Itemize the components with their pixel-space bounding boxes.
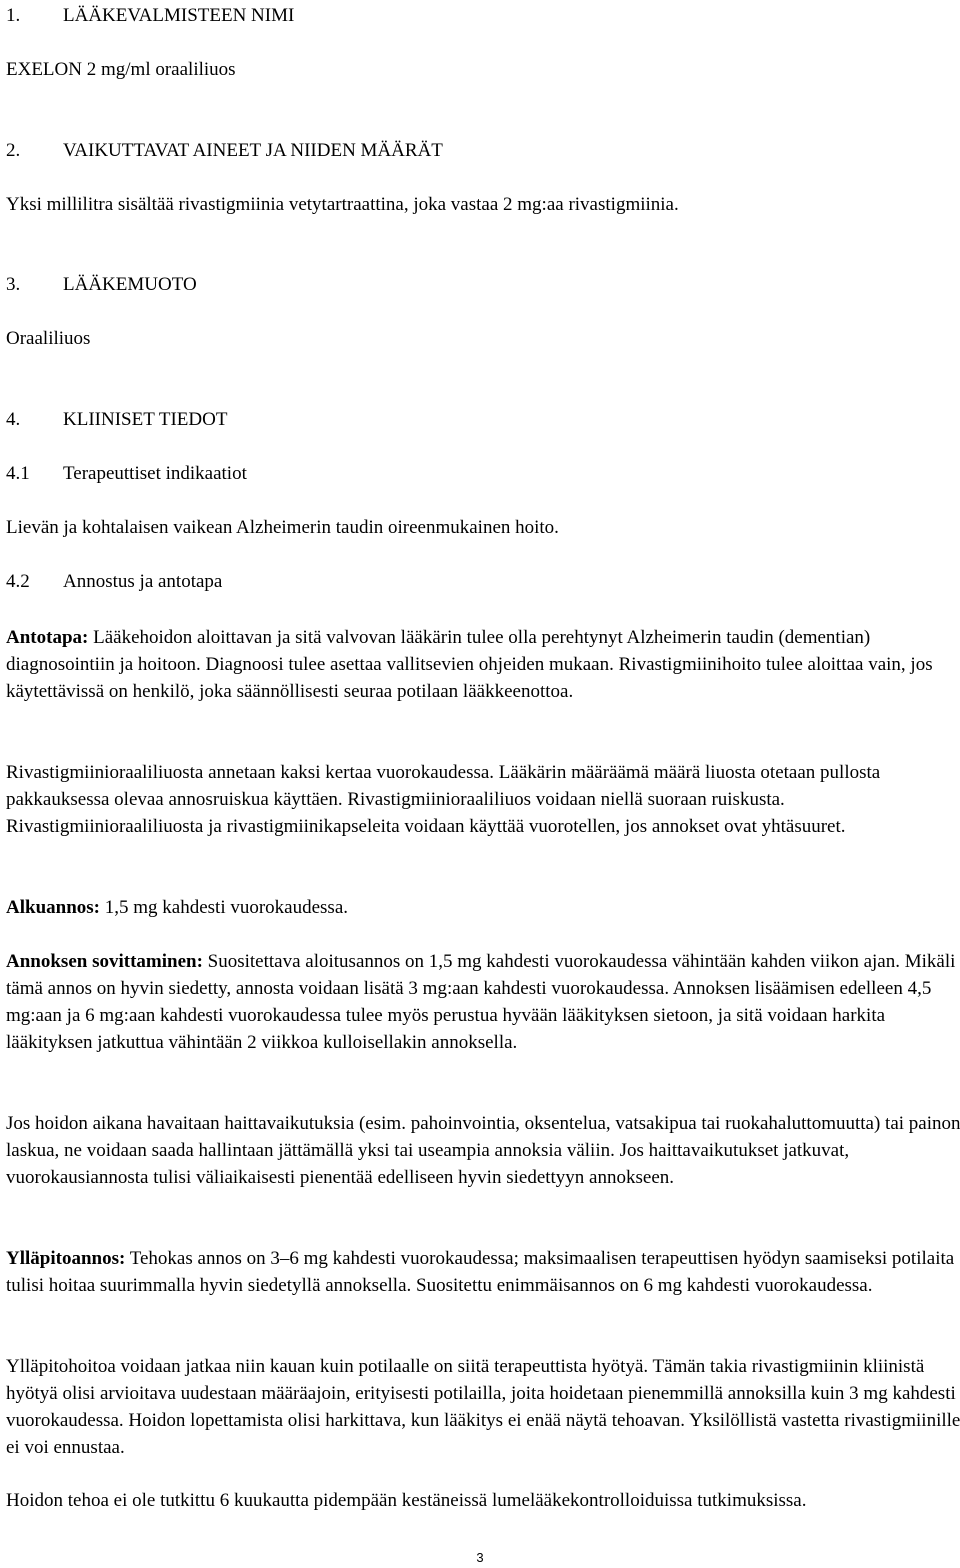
paragraph-adverse-effects — [6, 1110, 960, 1191]
section-number: 4.1 — [6, 463, 30, 484]
section-4-heading — [6, 408, 227, 432]
section-title: Terapeuttiset indikaatiot — [63, 463, 247, 484]
section-title: Annostus ja antotapa — [63, 571, 223, 592]
paragraph-antotapa — [6, 624, 960, 705]
page-number: 3 — [476, 1550, 484, 1565]
paragraph-maintenance — [6, 1353, 960, 1461]
section-title: LÄÄKEVALMISTEEN NIMI — [63, 5, 295, 26]
section-title: LÄÄKEMUOTO — [63, 274, 197, 295]
section-number: 1. — [6, 5, 21, 26]
paragraph-text: Rivastigmiinioraaliliuosta annetaan kaksi kertaa vuorokaudessa. Lääkärin määräämä määrä liuosta otetaan pullosta pakkauksessa olevaa annosruiskua käyttäen. Rivastigmiinioraaliliuos voidaan niellä suoraan ruiskusta. Rivastigmiinioraaliliuosta ja rivastigmiinikapseleita voidaan käyttää vuorotellen, jos annokset ovat yhtäsuuret. — [6, 762, 881, 837]
paragraph-text: Lääkehoidon aloittavan ja sitä valvovan lääkärin tulee olla perehtynyt Alzheimerin taudin (dementian) diagnosointiin ja hoitoon. Diagnoosi tulee asettaa vallitsevien ohjeiden mukaan. Rivastigmiinihoito tulee aloittaa vain, jos käytettävissä on henkilö, joka säännöllisesti seuraa potilaan lääkkeenottoa. — [6, 627, 933, 702]
paragraph-sovittaminen — [6, 948, 960, 1056]
section-number: 4. — [6, 409, 21, 430]
section-2-heading — [6, 139, 443, 163]
section-4-1-heading — [6, 462, 247, 486]
composition-text: Yksi millilitra sisältää rivastigmiinia vetytartraattina, joka vastaa 2 mg:aa rivastigmiinia. — [6, 194, 679, 215]
paragraph-yllapito — [6, 1245, 960, 1299]
section-4-2-heading — [6, 570, 222, 594]
section-title: VAIKUTTAVAT AINEET JA NIIDEN MÄÄRÄT — [63, 140, 443, 161]
section-3-heading — [6, 273, 197, 297]
paragraph-text: 1,5 mg kahdesti vuorokaudessa. — [100, 897, 349, 918]
paragraph-text: Ylläpitohoitoa voidaan jatkaa niin kauan kuin potilaalle on siitä terapeuttista hyötyä. Tämän takia rivastigmiinin kliinistä hyötyä olisi arvioitava uudestaan määräajoin, erityisesti potilailla, joita hoidetaan pienemmillä annoksilla kuin 3 mg kahdesti vuorokaudessa. Hoidon lopettamista olisi harkittava, kun lääkitys ei enää näytä tehoavan. Yksilöllistä vastetta rivastigmiinille ei voi ennustaa. — [6, 1356, 960, 1458]
paragraph-alkuannos — [6, 894, 960, 921]
paragraph-text: Hoidon tehoa ei ole tutkittu 6 kuukautta pidempään kestäneissä lumelääkekontrolloiduissa tutkimuksissa. — [6, 1490, 807, 1511]
section-title: KLIINISET TIEDOT — [63, 409, 228, 430]
pharmaceutical-form: Oraaliliuos — [6, 328, 91, 349]
paragraph-label: Ylläpitoannos: — [6, 1248, 126, 1269]
indication-text: Lievän ja kohtalaisen vaikean Alzheimerin taudin oireenmukainen hoito. — [6, 517, 559, 538]
section-number: 2. — [6, 140, 21, 161]
paragraph-label: Annoksen sovittaminen: — [6, 951, 203, 972]
paragraph-label: Alkuannos: — [6, 897, 100, 918]
paragraph-text: Jos hoidon aikana havaitaan haittavaikutuksia (esim. pahoinvointia, oksentelua, vatsakipua tai ruokahaluttomuutta) tai painon laskua, ne voidaan saada hallintaan jättämällä yksi tai useampia annoksia väliin. Jos haittavaikutukset jatkuvat, vuorokausiannosta tulisi väliaikaisesti pienentää edelliseen hyvin siedettyyn annokseen. — [6, 1113, 960, 1188]
product-name: EXELON 2 mg/ml oraaliliuos — [6, 59, 236, 80]
section-number: 3. — [6, 274, 21, 295]
section-number: 4.2 — [6, 571, 30, 592]
paragraph-administration — [6, 759, 960, 840]
paragraph-label: Antotapa: — [6, 627, 89, 648]
section-1-heading — [6, 4, 294, 28]
paragraph-text: Suositettava aloitusannos on 1,5 mg kahdesti vuorokaudessa vähintään kahden viikon ajan. Mikäli tämä annos on hyvin siedetty, annosta voidaan lisätä 3 mg:aan kahdesti vuorokaudessa. Annoksen lisäämisen edelleen 4,5 mg:aan ja 6 mg:aan kahdesti vuorokaudessa tulee myös perustua hyvään lääkityksen sietoon, ja sitä voidaan harkita lääkityksen jatkuttua vähintään 2 viikkoa kulloisellakin annoksella. — [6, 951, 956, 1053]
paragraph-text: Tehokas annos on 3–6 mg kahdesti vuorokaudessa; maksimaalisen terapeuttisen hyödyn saamiseksi potilaita tulisi hoitaa suurimmalla hyvin siedetyllä annoksella. Suositettu enimmäisannos on 6 mg kahdesti vuorokaudessa. — [6, 1248, 955, 1296]
paragraph-efficacy — [6, 1487, 960, 1514]
